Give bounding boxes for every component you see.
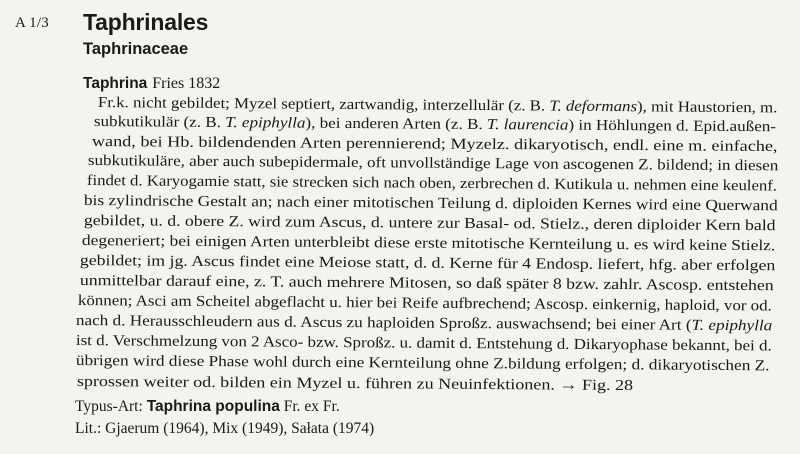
order-heading: Taphrinales [83, 9, 209, 35]
species-name: T. epiphylla [691, 316, 773, 335]
genus-author: Fries 1832 [152, 75, 221, 92]
family-heading: Taphrinaceae [83, 40, 189, 58]
description-line: sprossen weiter od. bilden ein Myzel u. führen zu Neuinfektionen. → Fig. 28 [76, 373, 634, 395]
description-line: gebildet; im jg. Ascus findet eine Meiose statt, d. d. Kerne für 4 Endosp. liefert, hfg. aber erfolgen [79, 252, 776, 275]
species-name: T. deformans [549, 97, 638, 116]
description-line: findet d. Karyogamie statt, sie strecken sich nach oben, zerbrechen d. Kutikula u. nehmen eine keulenf. [86, 172, 778, 195]
typus-species: Taphrina populina [146, 398, 280, 415]
literature-line: Lit.: Gjaerum (1964), Mix (1949), Sałata (1974) [75, 420, 375, 437]
description-line: können; Asci am Scheitel abgeflacht u. hier bei Reife aufbrechend; Ascosp. einkernig, haploid, vor od. [77, 292, 772, 315]
species-name: T. laurencia [486, 116, 569, 134]
description-line: gebildet, u. d. obere Z. wird zum Ascus, d. untere zur Basal- od. Stielz., deren diploider Kern bald [83, 212, 776, 235]
typus-label: Typus-Art: [75, 398, 143, 415]
section-reference: A 1/3 [15, 15, 49, 31]
description-line: degeneriert; bei einigen Arten unterbleibt diese erste mitotische Kernteilung u. es wird keine Stielz. [81, 232, 776, 255]
description-line: Fr.k. nicht gebildet; Myzel septiert, zartwandig, interzellulär (z. B. T. deformans), mit Haustorien, m. [97, 94, 778, 117]
description-line: ist d. Verschmelzung von 2 Asco- bzw. Sproßz. u. damit d. Entstehung d. Dikaryophase bekannt, bei d. [75, 332, 772, 355]
typus-author: Fr. ex Fr. [283, 398, 340, 415]
species-name: T. epiphylla [225, 114, 306, 132]
description-line: subkutikuläre, aber auch subepidermale, oft unvollständige Lage von ascogenen Z. bildend; in diesen [87, 152, 779, 175]
description-line: übrigen wird diese Phase wohl durch eine Kernteilung ohne Z.bildung erfolgen; d. dikaryotischen Z. [75, 352, 770, 375]
genus-name: Taphrina [83, 75, 148, 92]
description-line: nach d. Herausschleudern aus d. Ascus zu haploiden Sproßz. auswachsend; bei einer Art (T. epiphylla [75, 312, 773, 335]
description-line: subkutikulär (z. B. T. epiphylla), bei anderen Arten (z. B. T. laurencia) in Höhlungen d. Epid.außen- [93, 113, 777, 136]
description-line: wand, bei Hb. bildendenden Arten perennierend; Myzelz. dikaryotisch, endl. eine m. einfache, [91, 133, 778, 155]
typus-line [75, 398, 340, 416]
description-line: unmittelbar darauf eine, z. T. auch mehrere Mitosen, so daß später 8 bzw. zahlr. Ascosp. entstehen [79, 272, 774, 295]
description-line: bis zylindrische Gestalt an; nach einer mitotischen Teilung d. diploiden Kernes wird eine Querwand [83, 192, 778, 215]
